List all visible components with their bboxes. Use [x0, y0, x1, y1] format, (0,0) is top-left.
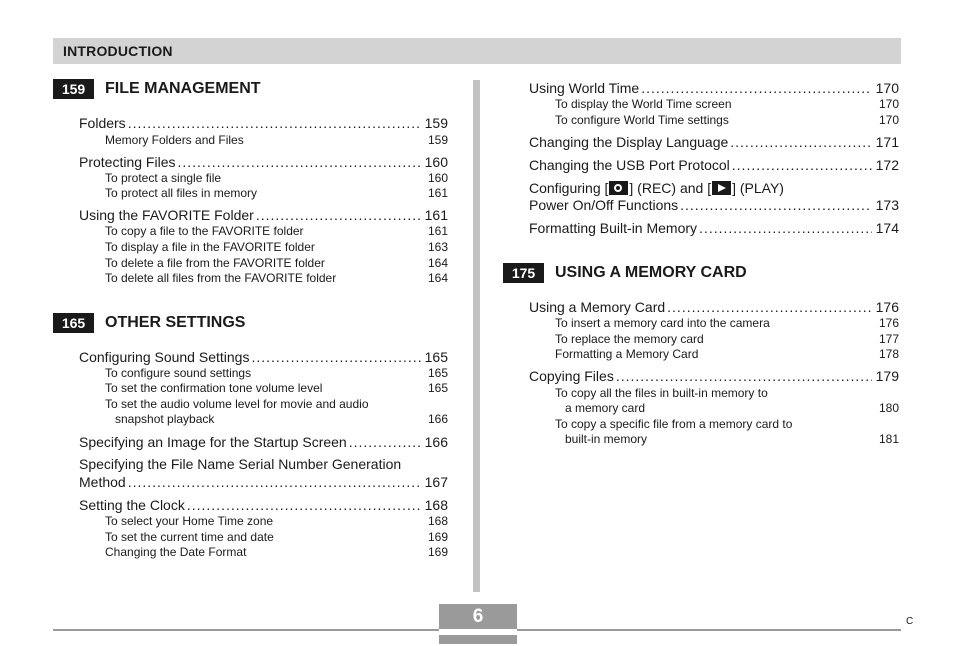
- leader-dots: [349, 434, 421, 450]
- toc-subentry-world-display[interactable]: [555, 97, 899, 111]
- toc-subentry-sound-audio-line1[interactable]: To set the audio volume level for movie and audio: [105, 397, 369, 411]
- section-title: OTHER SETTINGS: [105, 314, 246, 331]
- page-number: 165: [424, 349, 448, 365]
- entry-text: To insert a memory card into the camera: [555, 316, 770, 330]
- page-number: 165: [427, 366, 448, 380]
- entry-text: To display a file in the FAVORITE folder: [105, 240, 315, 254]
- page-number: 168: [424, 497, 448, 513]
- entry-text: To protect a single file: [105, 171, 222, 185]
- page-number: 174: [875, 220, 899, 236]
- toc-entry-copying-files[interactable]: [529, 368, 899, 384]
- page-number: 180: [878, 401, 899, 415]
- entry-text: To set the confirmation tone volume level: [105, 381, 323, 395]
- page-number: 160: [424, 154, 448, 170]
- toc-entry-usb-protocol[interactable]: [529, 157, 899, 173]
- toc-subentry-copy-all-line1[interactable]: To copy all the files in built-in memory to: [555, 386, 768, 400]
- page-number: 160: [427, 171, 448, 185]
- entry-text: a memory card: [565, 401, 646, 415]
- entry-text: Changing the Date Format: [105, 545, 247, 559]
- column-divider: [473, 80, 480, 592]
- play-icon: [712, 181, 731, 195]
- toc-subentry-copy-all-line2[interactable]: [565, 401, 899, 415]
- page-number: 170: [875, 80, 899, 96]
- page-number: 166: [424, 434, 448, 450]
- toc-entry-folders[interactable]: [79, 115, 448, 131]
- page-number: 167: [424, 474, 448, 490]
- entry-text: ] (REC) and [: [629, 180, 712, 196]
- entry-text: Formatting Built-in Memory: [529, 220, 698, 236]
- toc-subentry-copy-specific-line1[interactable]: To copy a specific file from a memory card to: [555, 417, 793, 431]
- page-number: 177: [878, 332, 899, 346]
- entry-text: Configuring [: [529, 180, 609, 196]
- leader-dots: [251, 349, 420, 365]
- toc-entry-serial-number-line1[interactable]: Specifying the File Name Serial Number Generation: [79, 456, 402, 472]
- entry-text: Using the FAVORITE Folder: [79, 207, 254, 223]
- toc-subentry-protect-all[interactable]: [105, 186, 448, 200]
- entry-text: To configure World Time settings: [555, 113, 729, 127]
- entry-text: To configure sound settings: [105, 366, 252, 380]
- page-number: 173: [875, 197, 899, 213]
- header-title: INTRODUCTION: [63, 43, 173, 59]
- section-header-memory-card: [503, 263, 899, 285]
- toc-entry-formatting-memory[interactable]: [529, 220, 899, 236]
- toc-subentry-protect-single[interactable]: [105, 171, 448, 185]
- toc-entry-startup-image[interactable]: [79, 434, 448, 450]
- section-number: 159: [53, 79, 94, 99]
- toc-subentry-fav-delete-all[interactable]: [105, 271, 448, 285]
- page-number-label: 6: [472, 606, 484, 627]
- toc-subentry-clock-current[interactable]: [105, 530, 448, 544]
- toc-entry-serial-number-line2[interactable]: [79, 474, 448, 490]
- page-number: 168: [427, 514, 448, 528]
- toc-entry-world-time[interactable]: [529, 80, 899, 96]
- page-number: 181: [878, 432, 899, 446]
- toc-subentry-memory-folders[interactable]: [105, 133, 448, 147]
- leader-dots: [680, 197, 872, 213]
- entry-text: Using a Memory Card: [529, 299, 666, 315]
- entry-text: To delete all files from the FAVORITE folder: [105, 271, 337, 285]
- entry-text: Power On/Off Functions: [529, 197, 679, 213]
- entry-text: To protect all files in memory: [105, 186, 258, 200]
- entry-text: To select your Home Time zone: [105, 514, 274, 528]
- page-number: 161: [427, 224, 448, 238]
- toc-subentry-sound-confirm[interactable]: [105, 381, 448, 395]
- entry-text: Configuring Sound Settings: [79, 349, 250, 365]
- leader-dots: [641, 80, 871, 96]
- toc-subentry-copy-specific-line2[interactable]: [565, 432, 899, 446]
- entry-text: To replace the memory card: [555, 332, 704, 346]
- toc-subentry-world-config[interactable]: [555, 113, 899, 127]
- toc-subentry-fav-display[interactable]: [105, 240, 448, 254]
- camera-icon: [609, 181, 628, 195]
- section-number: 175: [503, 263, 544, 283]
- leader-dots: [177, 154, 420, 170]
- entry-text: To delete a file from the FAVORITE folder: [105, 256, 325, 270]
- toc-subentry-card-insert[interactable]: [555, 316, 899, 330]
- page-box-gap: [439, 629, 517, 635]
- page-number: 179: [875, 368, 899, 384]
- toc-entry-sound-settings[interactable]: [79, 349, 448, 365]
- page-number: 159: [427, 133, 448, 147]
- entry-text: To display the World Time screen: [555, 97, 732, 111]
- entry-text: Changing the Display Language: [529, 134, 729, 150]
- toc-subentry-card-format[interactable]: [555, 347, 899, 361]
- entry-text: Memory Folders and Files: [105, 133, 244, 147]
- entry-text: Method: [79, 474, 126, 490]
- page-number: 170: [878, 113, 899, 127]
- entry-text: To set the current time and date: [105, 530, 274, 544]
- leader-dots: [128, 115, 421, 131]
- toc-subentry-sound-audio-line2[interactable]: [115, 412, 448, 426]
- toc-subentry-clock-home[interactable]: [105, 514, 448, 528]
- page-number: 170: [878, 97, 899, 111]
- page-number: 169: [427, 545, 448, 559]
- toc-entry-protecting-files[interactable]: [79, 154, 448, 170]
- section-title: USING A MEMORY CARD: [555, 264, 747, 281]
- page-number: 164: [427, 271, 448, 285]
- leader-dots: [667, 299, 871, 315]
- entry-text: Copying Files: [529, 368, 614, 384]
- toc-subentry-fav-copy[interactable]: [105, 224, 448, 238]
- entry-text: Using World Time: [529, 80, 640, 96]
- toc-entry-setting-clock[interactable]: [79, 497, 448, 513]
- page-number: 176: [875, 299, 899, 315]
- entry-text: Protecting Files: [79, 154, 176, 170]
- page-number-box: [439, 604, 517, 644]
- entry-text: Changing the USB Port Protocol: [529, 157, 730, 173]
- page-number: 165: [427, 381, 448, 395]
- toc-subentry-card-replace[interactable]: [555, 332, 899, 346]
- header-bar: [53, 38, 901, 64]
- entry-text: ] (PLAY): [732, 180, 784, 196]
- entry-text: Setting the Clock: [79, 497, 185, 513]
- leader-dots: [616, 368, 872, 384]
- section-number: 165: [53, 313, 94, 333]
- entry-text: Formatting a Memory Card: [555, 347, 699, 361]
- toc-entry-display-language[interactable]: [529, 134, 899, 150]
- page-number: 164: [427, 256, 448, 270]
- page-number: 161: [424, 207, 448, 223]
- page-number: 161: [427, 186, 448, 200]
- section-title: FILE MANAGEMENT: [105, 80, 261, 97]
- leader-dots: [730, 134, 871, 150]
- leader-dots: [732, 157, 872, 173]
- page-number: 176: [878, 316, 899, 330]
- page-number: 178: [878, 347, 899, 361]
- corner-mark: C: [906, 616, 914, 627]
- entry-text: To copy a file to the FAVORITE folder: [105, 224, 304, 238]
- toc-entry-favorite-folder[interactable]: [79, 207, 448, 223]
- entry-text: Specifying an Image for the Startup Screen: [79, 434, 347, 450]
- page-number: 163: [427, 240, 448, 254]
- section-header-file-management: [53, 79, 448, 101]
- leader-dots: [128, 474, 421, 490]
- toc-entry-power-functions[interactable]: [529, 197, 899, 213]
- leader-dots: [256, 207, 421, 223]
- toc-subentry-date-format[interactable]: [105, 545, 448, 559]
- leader-dots: [699, 220, 872, 236]
- entry-text: built-in memory: [565, 432, 648, 446]
- page-number: 171: [875, 134, 899, 150]
- page-number: 169: [427, 530, 448, 544]
- toc-entry-configuring-rec-play-line1[interactable]: [529, 180, 784, 196]
- page-number: 172: [875, 157, 899, 173]
- toc-entry-using-memory-card[interactable]: [529, 299, 899, 315]
- leader-dots: [187, 497, 421, 513]
- entry-text: Folders: [79, 115, 126, 131]
- toc-subentry-sound-config[interactable]: [105, 366, 448, 380]
- entry-text: snapshot playback: [115, 412, 215, 426]
- toc-subentry-fav-delete[interactable]: [105, 256, 448, 270]
- page-number: 166: [427, 412, 448, 426]
- section-header-other-settings: [53, 313, 448, 335]
- page-number: 159: [424, 115, 448, 131]
